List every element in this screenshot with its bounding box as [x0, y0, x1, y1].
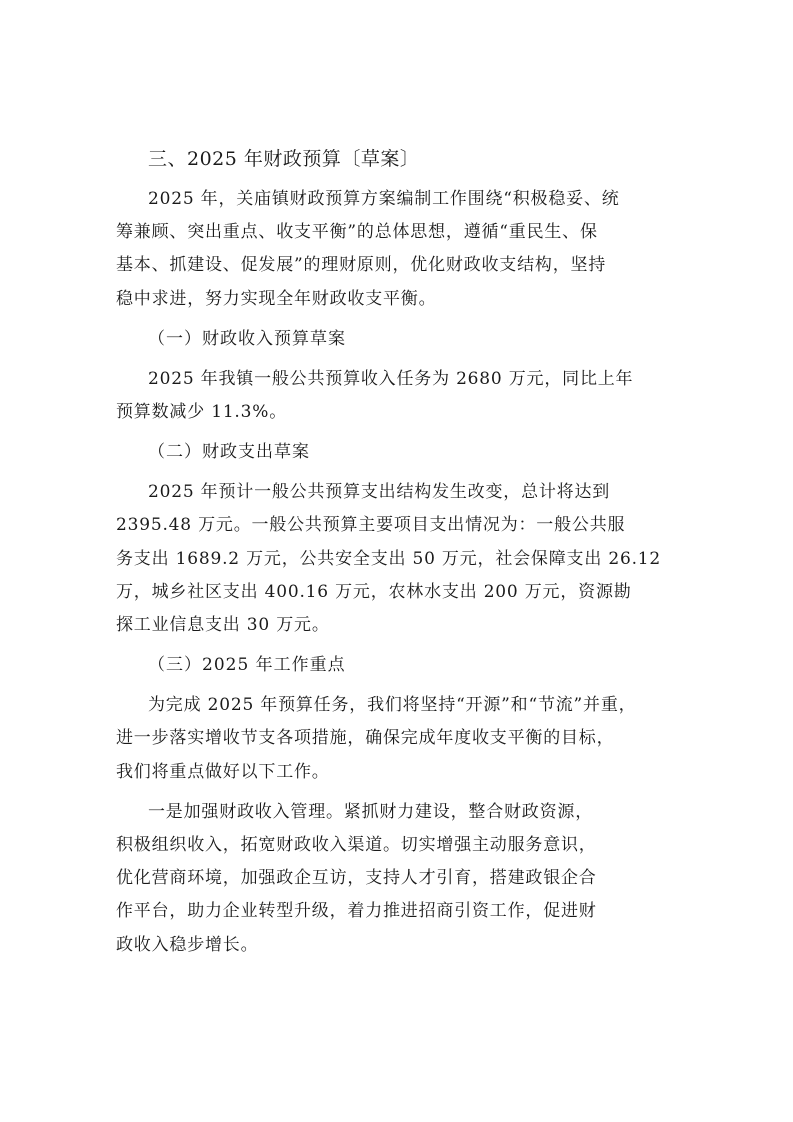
paragraph-line: 优化营商环境，加强政企互访，支持人才引育，搭建政银企合: [116, 868, 597, 889]
paragraph-line: 稳中求进，努力实现全年财政收支平衡。: [116, 288, 437, 309]
subsection-heading-revenue: （一）财政收入预算草案: [148, 328, 346, 349]
paragraph-line: 基本、抓建设、促发展”的理财原则，优化财政收支结构，坚持: [116, 255, 607, 276]
priorities-paragraph: [116, 689, 665, 789]
paragraph-line: 为完成 2025 年预算任务，我们将坚持“开源”和“节流”并重，: [148, 695, 637, 716]
paragraph-line: 2025 年我镇一般公共预算收入任务为 2680 万元，同比上年: [148, 368, 634, 389]
revenue-management-paragraph: [116, 796, 665, 962]
subsection-heading-priorities: （三）2025 年工作重点: [148, 655, 346, 676]
paragraph-line: 进一步落实增收节支各项措施，确保完成年度收支平衡的目标，: [116, 728, 615, 749]
intro-paragraph: [116, 183, 665, 316]
paragraph-line: 政收入稳步增长。: [116, 934, 259, 955]
document-body: [116, 143, 665, 969]
expenditure-paragraph: [116, 476, 665, 642]
paragraph-line: 我们将重点做好以下工作。: [116, 761, 330, 782]
paragraph-line: 2025 年预计一般公共预算支出结构发生改变，总计将达到: [148, 482, 611, 503]
paragraph-line: 积极组织收入，拓宽财政收入渠道。切实增强主动服务意识，: [116, 835, 597, 856]
paragraph-line: 预算数减少 11.3%。: [116, 402, 288, 423]
paragraph-line: 务支出 1689.2 万元，公共安全支出 50 万元，社会保障支出 26.12: [116, 548, 662, 569]
paragraph-line: 2025 年，关庙镇财政预算方案编制工作围绕“积极稳妥、统: [148, 189, 620, 209]
paragraph-line: 万，城乡社区支出 400.16 万元，农林水支出 200 万元，资源勘: [116, 581, 632, 602]
subsection-heading-expenditure: （二）财政支出草案: [148, 442, 310, 463]
paragraph-line: 筹兼顾、突出重点、收支平衡”的总体思想，遵循“重民生、保: [116, 222, 598, 243]
paragraph-line: 2395.48 万元。一般公共预算主要项目支出情况为：一般公共服: [116, 515, 626, 536]
paragraph-line: 一是加强财政收入管理。紧抓财力建设，整合财政资源，: [148, 801, 593, 822]
paragraph-line: 作平台，助力企业转型升级，着力推进招商引资工作，促进财: [116, 901, 597, 922]
section-title: 三、2025 年财政预算〔草案〕: [148, 148, 420, 170]
revenue-paragraph: [116, 363, 665, 429]
paragraph-line: 探工业信息支出 30 万元。: [116, 615, 330, 636]
